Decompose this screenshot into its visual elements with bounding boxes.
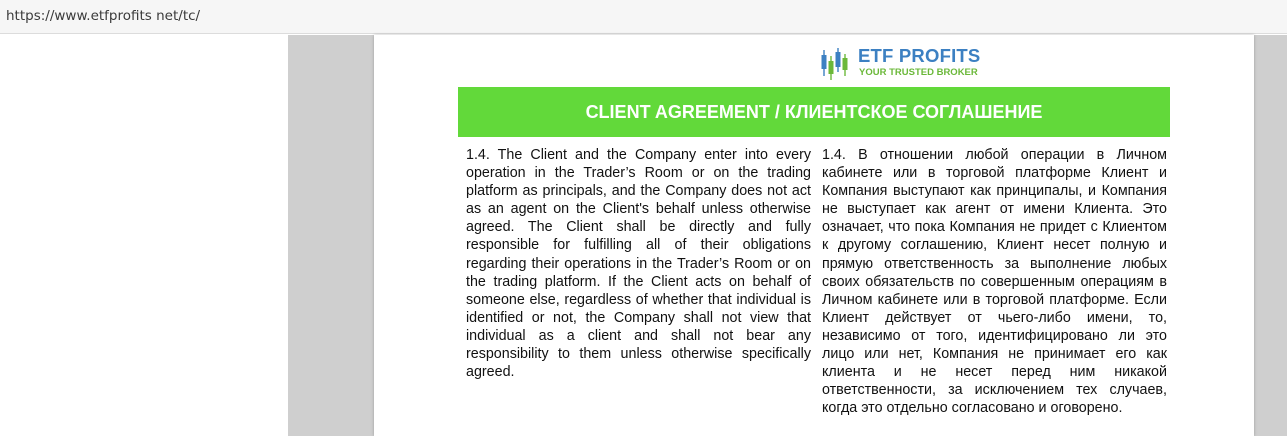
clause-text-english: 1.4. The Client and the Company enter into every operation in the Trader’s Room or on the trading platform as principals, and the Company does not act as an agent on the Client's behalf unless otherwise agreed. The Client shall be directly and fully responsible for fulfilling all of their obligations regarding their operations in the Trader’s Room or on the trading platform. If the Client acts on behalf of someone else, regardless of whether that individual is identified or not, the Company shall not view that individual as a client and shall not bear any responsibility to them unless otherwise specifically agreed. bbox=[466, 147, 811, 381]
logo-tagline: YOUR TRUSTED BROKER bbox=[859, 67, 978, 78]
banner-title: CLIENT AGREEMENT / КЛИЕНТСКОЕ СОГЛАШЕНИЕ bbox=[585, 101, 1043, 122]
url-text[interactable]: https://www.etfprofits net/tc/ bbox=[6, 8, 201, 24]
candlestick-chart-icon bbox=[820, 46, 852, 80]
logo-title: ETF PROFITS bbox=[858, 45, 981, 66]
address-bar[interactable] bbox=[0, 0, 1287, 34]
etf-profits-logo bbox=[820, 44, 990, 80]
document-viewer[interactable] bbox=[288, 35, 1287, 436]
clause-text-russian: 1.4. В отношении любой операции в Личном кабинете или в торговой платформе Клиент и Компания выступают как принципалы, и Компания не выступает как агент от имени Клиента. Это означает, что пока Компания не придет с Клиентом к другому соглашению, Клиент несет полную и прямую ответственность за выполнение любых своих обязательств по совершенным операциям в Личном кабинете или в торговой платформе. Если Клиент действует от чьего-либо имени, то, независимо от того, идентифицировано ли это лицо или нет, Компания не принимает его как клиента и не несет перед ним никакой ответственности, за исключением тех случаев, когда это отдельно согласовано и оговорено. bbox=[822, 147, 1167, 417]
agreement-banner bbox=[458, 87, 1170, 137]
document-page bbox=[374, 35, 1254, 436]
